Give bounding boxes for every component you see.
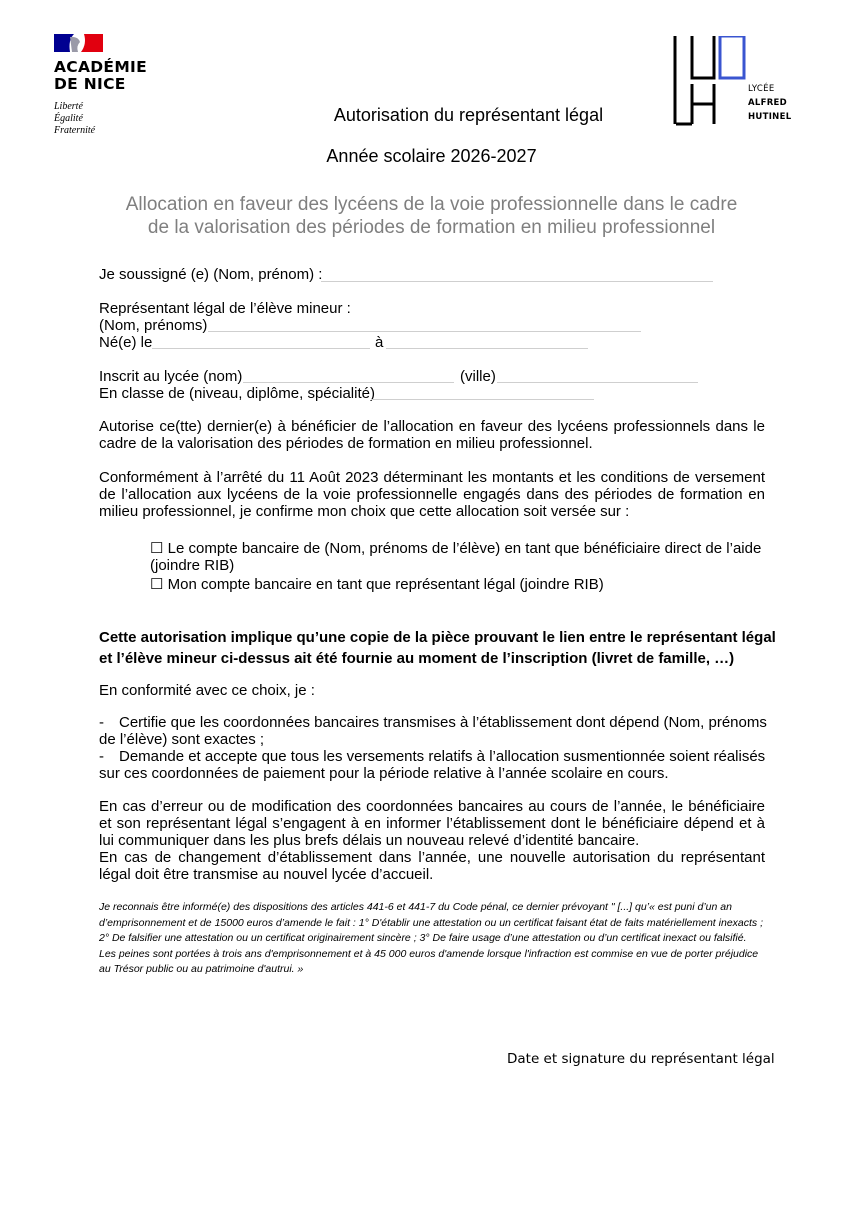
soussigne-field[interactable] <box>321 281 713 282</box>
bullet-dash-2: - <box>99 748 104 765</box>
choice-eleve-text1: Le compte bancaire de (Nom, prénoms de l’élève) en tant que bénéficiaire direct de l’aide <box>167 540 762 557</box>
motto-liberte: Liberté <box>54 101 83 112</box>
bullet-2-line2: sur ces coordonnées de paiement pour la période relative à l’année scolaire en cours. <box>99 765 669 782</box>
academie-name <box>54 59 147 93</box>
choice-representant-text: Mon compte bancaire en tant que représentant légal (joindre RIB) <box>167 576 604 593</box>
bullet-1-line1: Certifie que les coordonnées bancaires transmises à l’établissement dont dépend (Nom, prénoms <box>119 714 767 731</box>
conformite-line: En conformité avec ce choix, je : <box>99 682 315 699</box>
lycee-word: LYCÉE <box>748 84 775 94</box>
autorise-paragraph: Autorise ce(tte) dernier(e) à bénéficier de l’allocation en faveur des lycéens professionnels dans le cadre de la valorisation des périodes de formation en milieu professionnel. <box>99 418 765 452</box>
choice-eleve-text2: (joindre RIB) <box>150 557 235 574</box>
lycee-lastname: HUTINEL <box>748 112 792 122</box>
academie-line1: ACADÉMIE <box>54 58 148 76</box>
document-subtitle <box>80 193 783 239</box>
academie-line2: DE NICE <box>54 75 126 93</box>
motto-egalite: Égalité <box>54 113 83 124</box>
legal-notice: Je reconnais être informé(e) des dispositions des articles 441-6 et 441-7 du Code pénal, ce dernier prévoyant " [...] qu’« est puni d’un an d’emprisonnement et de 15000 euros d’amende le fait : 1° D'établir une attestation ou un certificat faisant état de faits matériellement inexacts ; 2° De falsifier une attestation ou un certificat originairement sincère ; 3° De faire usage d’une attestation ou d’un certificat inexact ou falsifié. Les peines sont portées à trois ans d'emprisonnement et à 45 000 euros d'amende lorsque l'infraction est commise en vue de porter préjudice au Trésor public ou au patrimoine d'autrui. » <box>99 901 763 975</box>
choice-representant <box>150 576 604 593</box>
nom-prenoms-field[interactable] <box>208 331 641 332</box>
ville-label: (ville) <box>460 368 496 385</box>
changement-paragraph: En cas de changement d’établissement dans l’année, une nouvelle autorisation du représentant légal doit être transmise au nouvel lycée d’accueil. <box>99 849 765 883</box>
bullet-dash-1: - <box>99 714 104 731</box>
checkbox-representant-account[interactable]: ☐ <box>150 576 164 593</box>
classe-field[interactable] <box>371 399 594 400</box>
a-label: à <box>375 334 384 351</box>
subtitle-line2: de la valorisation des périodes de formation en milieu professionnel <box>147 217 716 238</box>
bold-notice <box>99 627 776 669</box>
birth-place-field[interactable] <box>386 348 588 349</box>
marianne-logo <box>54 34 103 52</box>
ne-le-label: Né(e) le <box>99 334 153 351</box>
bold-notice-line2: et l’élève mineur ci-dessus ait été fournie au moment de l’inscription (livret de famille, …) <box>99 650 735 667</box>
birth-date-field[interactable] <box>152 348 370 349</box>
ville-field[interactable] <box>497 382 698 383</box>
inscrit-label: Inscrit au lycée (nom) <box>99 368 243 385</box>
representant-label: Représentant légal de l’élève mineur : <box>99 300 351 317</box>
erreur-paragraph: En cas d’erreur ou de modification des coordonnées bancaires au cours de l’année, le bénéficiaire et son représentant légal s’engagent à en informer l’établissement dont le bénéficiaire dépend et à lui communiquer dans les plus brefs délais un nouveau relevé d’identité bancaire. <box>99 798 765 849</box>
classe-label: En classe de (niveau, diplôme, spécialité) <box>99 385 375 402</box>
bullet-2-line1: Demande et accepte que tous les versements relatifs à l’allocation susmentionnée soient réalisés <box>119 748 766 765</box>
checkbox-eleve-account[interactable]: ☐ <box>150 540 164 557</box>
choice-eleve <box>150 540 770 557</box>
conformement-paragraph: Conformément à l’arrêté du 11 Août 2023 déterminant les montants et les conditions de versement de l’allocation aux lycéens de la voie professionnelle engagés dans des périodes de formation en milieu professionnel, je confirme mon choix que cette allocation soit versée sur : <box>99 469 765 520</box>
lycee-firstname: ALFRED <box>748 98 788 108</box>
subtitle-line1: Allocation en faveur des lycéens de la voie professionnelle dans le cadre <box>125 194 738 215</box>
school-year: Année scolaire 2026-2027 <box>326 146 537 166</box>
document-title: Autorisation du représentant légal <box>333 105 604 125</box>
lycee-name-field[interactable] <box>243 382 454 383</box>
soussigne-label: Je soussigné (e) (Nom, prénom) : <box>99 266 323 283</box>
motto-fraternite: Fraternité <box>54 125 96 136</box>
bold-notice-line1: Cette autorisation implique qu’une copie de la pièce prouvant le lien entre le représentant légal <box>99 629 776 646</box>
signature-label: Date et signature du représentant légal <box>507 1051 775 1067</box>
nom-prenoms-label: (Nom, prénoms) <box>99 317 208 334</box>
bullet-1-line2: de l’élève) sont exactes ; <box>99 731 265 748</box>
